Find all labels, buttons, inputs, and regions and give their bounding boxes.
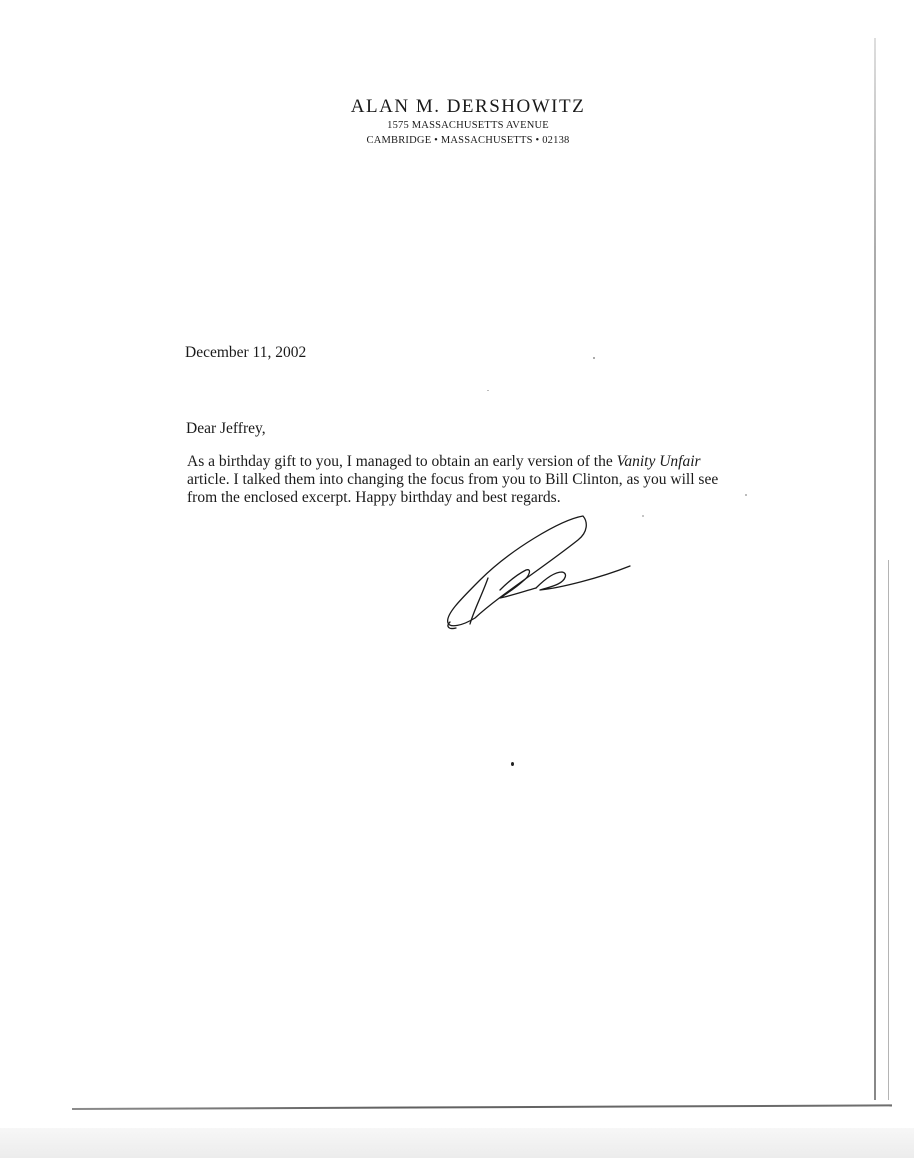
handwritten-signature-icon [440, 510, 640, 635]
letterhead-address-line2: CAMBRIDGE • MASSACHUSETTS • 02138 [366, 135, 570, 146]
scan-speck [593, 357, 595, 359]
scan-speck [745, 494, 747, 496]
letterhead [300, 96, 636, 148]
scan-speck [511, 762, 514, 766]
letterhead-address-line1: 1575 MASSACHUSETTS AVENUE [387, 120, 549, 131]
viewer-background [0, 1128, 914, 1158]
publication-title: Vanity Unfair [616, 453, 701, 470]
letter-salutation: Dear Jeffrey, [186, 420, 266, 437]
body-line-3: from the enclosed excerpt. Happy birthday and best regards. [187, 489, 561, 506]
scan-speck [487, 390, 489, 391]
letter-body [187, 453, 787, 507]
letter-date: December 11, 2002 [185, 344, 307, 361]
scan-speck [642, 515, 644, 517]
body-line-2: article. I talked them into changing the focus from you to Bill Clinton, as you will see [187, 471, 719, 488]
body-line-1 [187, 453, 787, 471]
body-line-1-text: As a birthday gift to you, I managed to obtain an early version of the [187, 453, 617, 470]
scan-edge-bottom [72, 1104, 892, 1110]
scan-edge-right [874, 38, 876, 1100]
letterhead-name: ALAN M. DERSHOWITZ [350, 96, 586, 117]
scan-edge-right-inner [888, 560, 889, 1100]
